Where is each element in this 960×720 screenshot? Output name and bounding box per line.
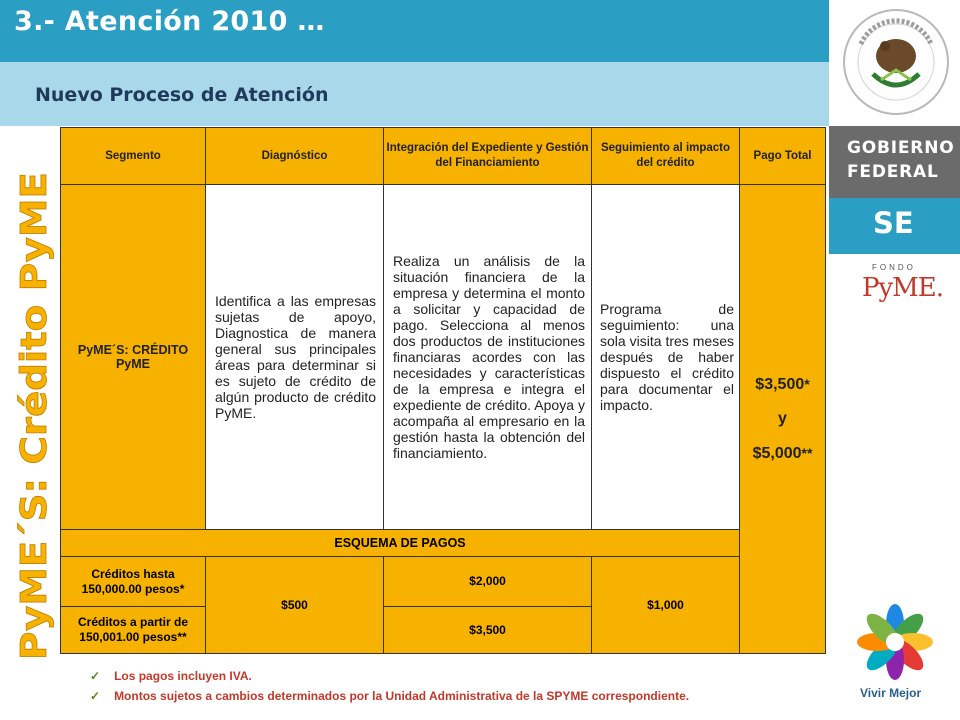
pago-amount-2: $5,000** [752,445,813,462]
check-icon: ✓ [90,689,101,703]
vivir-mejor-flower-icon [848,602,942,682]
seguimiento-text: Programa de seguimiento: una sola visita tres meses después de haber dispuesto el crédito para documentar el impacto. [600,301,734,413]
se-text: SE [873,206,914,240]
federal-text: FEDERAL [847,162,939,182]
pago-total-cell [740,185,826,654]
page-subtitle: Nuevo Proceso de Atención [35,84,329,106]
header-pago-total: Pago Total [740,128,826,185]
note-text: Montos sujetos a cambios determinados por la Unidad Administrativa de la SPYME correspondiente. [114,689,690,703]
esquema-row-label-1: Créditos hasta 150,000.00 pesos* [61,557,206,607]
header-seguimiento: Seguimiento al impacto del crédito [592,128,740,185]
page-title: 3.- Atención 2010 … [14,6,325,37]
note-text: Los pagos incluyen IVA. [114,669,252,683]
pago-amount-1: $3,500* [755,376,810,393]
header-segmento: Segmento [61,128,206,185]
diagnostico-cell [206,185,384,530]
side-vertical-title [8,168,56,666]
segment-cell: PyME´S: CRÉDITO PyME [61,185,206,530]
note-item [90,686,825,706]
fondo-pyme-logo [860,263,944,307]
pyme-logo-text: PyME. [862,273,944,303]
esquema-seguimiento-amount: $1,000 [592,557,740,654]
seguimiento-cell [592,185,740,530]
integracion-cell [384,185,592,530]
fondo-text: FONDO [872,263,916,272]
mexico-seal-icon [841,4,951,120]
header-integracion: Integración del Expediente y Gestión del Financiamiento [384,128,592,185]
integracion-text: Realiza un análisis de la situación financiera de la empresa y determina el monto a solicitar y capacidad de pago. Selecciona al menos dos productos de instituciones financiaras acordes con las necesidades y características de la empresa e integra el expediente de crédito. Apoya y acompaña al empresario en la gestión hasta la obtención del financiamiento. [393,253,585,461]
esquema-diagnostico-amount: $500 [206,557,384,654]
gobierno-text: GOBIERNO [847,138,955,158]
pago-connector: y [778,410,787,427]
check-icon: ✓ [90,669,101,683]
footer-notes [90,666,825,706]
diagnostico-text: Identifica a las empresas sujetas de apoyo, Diagnostica de manera general sus principales áreas para determinar si es sujeto de crédito de algún producto de crédito PyME. [215,293,376,421]
se-logo [829,198,960,254]
attention-process-table [60,127,826,654]
gobierno-federal-logo [829,126,960,198]
esquema-title: ESQUEMA DE PAGOS [61,530,740,557]
esquema-integracion-amount-2: $3,500 [384,607,592,654]
header-diagnostico: Diagnóstico [206,128,384,185]
esquema-integracion-amount-1: $2,000 [384,557,592,607]
side-title-text: PyME´S: Crédito PyME [14,206,55,660]
vivir-mejor-text: Vivir Mejor [860,686,922,700]
note-item [90,666,825,686]
esquema-row-label-2: Créditos a partir de 150,001.00 pesos** [61,607,206,654]
